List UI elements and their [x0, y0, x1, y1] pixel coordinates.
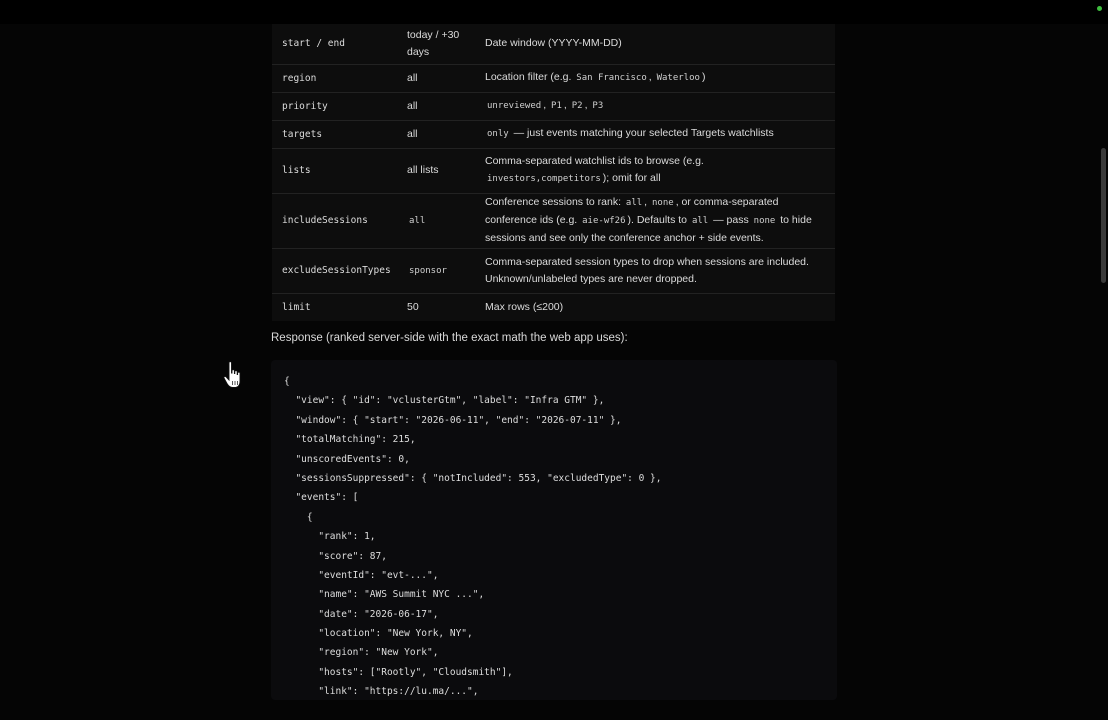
param-description: Comma-separated session types to drop when sessions are included. Unknown/unlabeled types are never dropped. [475, 248, 835, 293]
inline-code: none [753, 216, 776, 226]
param-row [272, 92, 835, 120]
code-line: "rank": 1, [284, 531, 376, 543]
param-default: all [397, 120, 475, 148]
param-row [272, 148, 835, 193]
param-row [272, 193, 835, 248]
top-bar [0, 0, 1108, 24]
code-line: "name": "AWS Summit NYC ...", [284, 589, 485, 601]
response-label: Response (ranked server-side with the exact math the web app uses): [271, 332, 628, 344]
param-description: Location filter (e.g. San Francisco , Waterloo ) [475, 64, 835, 92]
param-default: 50 [397, 293, 475, 321]
code-line: "events": [ [284, 492, 359, 504]
code-line: { [284, 511, 313, 523]
code-line: "eventId": "evt-...", [284, 569, 439, 581]
param-description: Comma-separated watchlist ids to browse (e.g. investors,competitors ); omit for all [475, 148, 835, 193]
code-line: { [284, 376, 290, 387]
inline-code: all [625, 198, 643, 208]
inline-code: P1 [551, 101, 562, 111]
param-name: limit [272, 293, 397, 321]
api-docs-content [271, 24, 837, 700]
param-row [272, 120, 835, 148]
params-table [272, 24, 835, 321]
code-line: "hosts": ["Rootly", "Cloudsmith"], [284, 666, 513, 678]
param-default: today / +30 days [407, 28, 460, 58]
param-default [397, 193, 475, 248]
inline-code: aie-wf26 [582, 216, 626, 226]
param-row [272, 64, 835, 92]
param-name: priority [272, 92, 397, 120]
param-name: includeSessions [272, 193, 397, 248]
param-name: start / end [282, 38, 345, 50]
param-name: targets [272, 120, 397, 148]
param-row [272, 293, 835, 321]
param-description: unreviewed , P1 , P2 , P3 [475, 92, 835, 120]
param-description: only — just events matching your selected Targets watchlists [475, 120, 835, 148]
status-dot-icon [1097, 6, 1102, 11]
inline-code: P2 [571, 101, 583, 111]
param-row [272, 248, 835, 293]
inline-code: sponsor [409, 265, 447, 276]
hand-pointer-icon [222, 360, 244, 390]
param-default: all lists [397, 148, 475, 193]
code-line: "date": "2026-06-17", [284, 608, 439, 620]
param-default: all [397, 92, 475, 120]
code-line: "view": { "id": "vclusterGtm", "label": "Infra GTM" }, [284, 395, 605, 407]
inline-code: unreviewed [487, 101, 542, 111]
code-line: "location": "New York, NY", [284, 628, 473, 640]
response-code-block [271, 360, 837, 700]
code-line: "region": "New York", [284, 647, 439, 659]
code-line: "sessionsSuppressed": { "notIncluded": 553, "excludedType": 0 }, [284, 472, 662, 484]
param-description: Conference sessions to rank: all , none , or comma-separated conference ids (e.g. aie-wf26 ). Defaults to all — pass none to hide sessions and see only the conference anchor + side events. [475, 193, 835, 248]
inline-code: Waterloo [656, 73, 700, 83]
inline-code: investors,competitors [487, 174, 601, 184]
param-description: Max rows (≤200) [475, 293, 835, 321]
param-name: region [272, 64, 397, 92]
inline-code: P3 [592, 101, 604, 111]
code-line: "score": 87, [284, 550, 387, 562]
param-name: lists [272, 148, 397, 193]
inline-code: only [487, 129, 509, 139]
inline-code: all [409, 215, 426, 226]
code-line: "window": { "start": "2026-06-11", "end": "2026-07-11" }, [284, 414, 622, 426]
param-name: excludeSessionTypes [272, 248, 397, 293]
param-default: all [397, 64, 475, 92]
inline-code: none [652, 198, 674, 208]
param-row [272, 24, 835, 64]
inline-code: all [691, 216, 709, 226]
code-line: "totalMatching": 215, [284, 434, 416, 446]
code-line: "unscoredEvents": 0, [284, 453, 410, 465]
code-line: "link": "https://lu.ma/...", [284, 686, 479, 698]
scrollbar-thumb[interactable] [1101, 148, 1106, 283]
param-default [397, 248, 475, 293]
inline-code: San Francisco [576, 73, 647, 83]
param-description: Date window (YYYY-MM-DD) [485, 37, 622, 50]
